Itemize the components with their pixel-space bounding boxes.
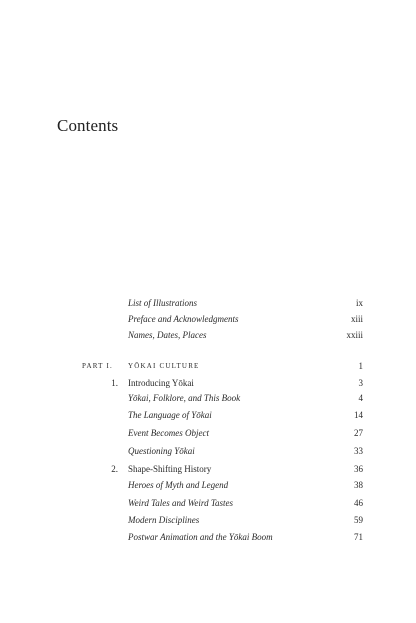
part-number: PART I. [82,362,113,370]
section-label: Heroes of Myth and Legend [128,480,229,490]
toc-entry [0,312,416,326]
entry-page: xiii [350,314,363,324]
chapter-number: 2. [111,464,118,474]
chapter-page: 3 [358,378,363,388]
toc-entry [0,296,416,310]
section-entry [0,513,416,527]
section-page: 14 [354,410,363,420]
section-page: 71 [354,532,363,542]
section-label: The Language of Yōkai [128,410,212,420]
section-page: 4 [358,393,363,403]
section-entry [0,408,416,422]
section-page: 59 [354,515,363,525]
chapter-page: 36 [354,464,363,474]
entry-label: Names, Dates, Places [128,330,207,340]
chapter-entry [0,376,416,390]
toc-entry [0,328,416,342]
section-page: 38 [354,480,363,490]
section-entry [0,530,416,544]
chapter-title: Shape-Shifting History [128,464,212,474]
section-entry [0,426,416,440]
section-page: 33 [354,446,363,456]
section-entry [0,496,416,510]
section-label: Event Becomes Object [128,428,209,438]
section-label: Yōkai, Folklore, and This Book [128,393,241,403]
section-label: Questioning Yōkai [128,446,195,456]
part-page: 1 [358,361,363,371]
entry-label: List of Illustrations [128,298,198,308]
section-entry [0,391,416,405]
part-heading [0,359,416,373]
section-entry [0,478,416,492]
chapter-title: Introducing Yōkai [128,378,194,388]
section-label: Modern Disciplines [128,515,200,525]
entry-page: xxiii [346,330,363,340]
entry-page: ix [355,298,363,308]
section-entry [0,444,416,458]
part-title: YŌKAI CULTURE [128,362,200,370]
entry-label: Preface and Acknowledgments [128,314,239,324]
section-label: Postwar Animation and the Yōkai Boom [128,532,273,542]
page-title: Contents [57,116,119,135]
chapter-number: 1. [111,378,118,388]
section-page: 46 [354,498,363,508]
chapter-entry [0,462,416,476]
section-label: Weird Tales and Weird Tastes [128,498,234,508]
section-page: 27 [354,428,363,438]
